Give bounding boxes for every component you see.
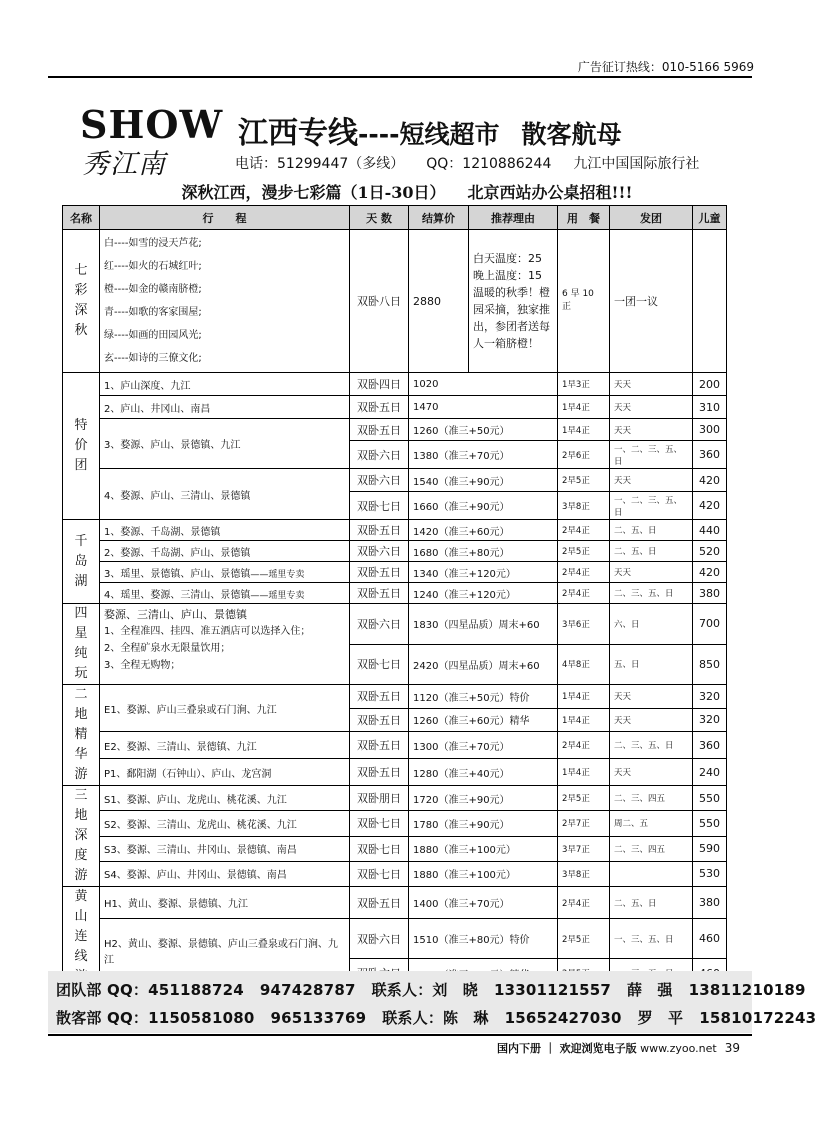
days-cell: 双卧五日 xyxy=(350,520,409,541)
depart-cell: 周二、五 xyxy=(610,811,693,836)
route-cell: 4、婺源、庐山、三清山、景德镇 xyxy=(100,469,350,520)
price-cell: 1510（准三+80元）特价 xyxy=(409,919,558,959)
route-cell: 2、婺源、千岛湖、庐山、景德镇 xyxy=(100,541,350,562)
col-header-name: 名称 xyxy=(63,206,100,230)
child-cell: 590 xyxy=(693,836,727,861)
days-cell: 双卧五日 xyxy=(350,759,409,786)
route-note: ——瑶里专卖 xyxy=(250,590,305,601)
table-row xyxy=(63,786,727,811)
table-row xyxy=(63,419,727,441)
fit-qq: 散客部 QQ：1150581080 xyxy=(56,1009,255,1027)
depart-cell: 天天 xyxy=(610,373,693,396)
days-cell: 双卧六日 xyxy=(350,469,409,492)
days-cell: 双卧六日 xyxy=(350,919,409,959)
headline-left: 深秋江西，漫步七彩篇（1日-30日） xyxy=(181,182,446,202)
top-divider xyxy=(48,76,752,78)
price-cell: 2420（四星品质）周末+60 xyxy=(409,644,558,685)
child-cell: 200 xyxy=(693,373,727,396)
route-note: 3、全程无购物； xyxy=(104,660,181,671)
contact-line xyxy=(235,153,699,173)
table-row xyxy=(63,583,727,604)
route-note: 2、全程矿泉水无限量饮用； xyxy=(104,643,231,654)
route-line: 白----如雪的浸天芦花; xyxy=(104,238,202,249)
meal-cell: 2早4正 xyxy=(558,520,610,541)
price-cell: 1260（准三+60元）精华 xyxy=(409,708,558,732)
brand-logo-cn: 秀江南 xyxy=(82,149,166,180)
table-row xyxy=(63,919,727,959)
meal-cell: 2早5正 xyxy=(558,541,610,562)
depart-cell: 天天 xyxy=(610,419,693,441)
tour-table xyxy=(62,205,727,988)
depart-cell: 一团一议 xyxy=(610,230,693,373)
child-cell: 380 xyxy=(693,887,727,919)
route-cell: E2、婺源、三清山、景德镇、九江 xyxy=(100,732,350,759)
depart-cell: 一、三、五、日 xyxy=(610,919,693,959)
route-text: 3、瑶里、景德镇、庐山、景德镇 xyxy=(104,568,251,580)
price-cell: 1420（准三+60元） xyxy=(409,520,558,541)
route-cell xyxy=(100,583,350,604)
depart-cell xyxy=(610,861,693,886)
price-cell: 1400（准三+70元） xyxy=(409,887,558,919)
title-subtitle: ----短线超市 xyxy=(358,120,500,149)
category-name: 七 彩 深 秋 xyxy=(63,230,100,373)
meal-cell: 2早4正 xyxy=(558,887,610,919)
meal-cell: 3早8正 xyxy=(558,861,610,886)
meal-cell: 1早4正 xyxy=(558,396,610,419)
depart-cell: 六、日 xyxy=(610,604,693,645)
days-cell: 双卧朋日 xyxy=(350,786,409,811)
route-cell: 1、庐山深度、九江 xyxy=(100,373,350,396)
meal-cell: 4早8正 xyxy=(558,644,610,685)
meal-cell: 3早6正 xyxy=(558,604,610,645)
price-cell: 1380（准三+70元） xyxy=(409,441,558,469)
price-cell: 1020 xyxy=(409,373,558,396)
meal-cell: 2早5正 xyxy=(558,919,610,959)
team-qq: 团队部 QQ：451188724 xyxy=(56,981,244,999)
price-cell: 1780（准三+90元） xyxy=(409,811,558,836)
child-cell: 850 xyxy=(693,644,727,685)
meal-cell: 3早7正 xyxy=(558,836,610,861)
child-cell: 550 xyxy=(693,786,727,811)
table-row xyxy=(63,396,727,419)
depart-cell: 天天 xyxy=(610,562,693,583)
days-cell: 双卧六日 xyxy=(350,541,409,562)
price-cell: 1280（准三+40元） xyxy=(409,759,558,786)
table-row xyxy=(63,520,727,541)
route-note: ——瑶里专卖 xyxy=(250,569,305,580)
price-cell: 1120（准三+50元）特价 xyxy=(409,685,558,709)
footer-team-line xyxy=(56,979,806,1000)
meal-cell: 2早6正 xyxy=(558,441,610,469)
table-row xyxy=(63,759,727,786)
route-cell: S4、婺源、庐山、井冈山、景德镇、南昌 xyxy=(100,861,350,886)
child-cell: 420 xyxy=(693,469,727,492)
meal-cell: 2早4正 xyxy=(558,583,610,604)
footer-fit-line xyxy=(56,1007,816,1028)
route-cell: S3、婺源、三清山、井冈山、景德镇、南昌 xyxy=(100,836,350,861)
route-cell: H2、黄山、婺源、景德镇、庐山三叠泉或石门涧、九江 xyxy=(100,919,350,988)
contact-qq: QQ：1210886244 xyxy=(426,156,552,172)
table-row xyxy=(63,373,727,396)
category-name: 特 价 团 xyxy=(63,373,100,520)
meal-cell: 1早3正 xyxy=(558,373,610,396)
depart-cell: 天天 xyxy=(610,469,693,492)
meal-cell: 1早4正 xyxy=(558,759,610,786)
child-cell: 360 xyxy=(693,732,727,759)
table-header-row xyxy=(63,206,727,230)
table-row xyxy=(63,230,727,373)
depart-cell: 天天 xyxy=(610,396,693,419)
meal-cell: 1早4正 xyxy=(558,708,610,732)
category-name: 三 地 深 度 游 xyxy=(63,786,100,887)
headline-right: 北京西站办公桌招租!!! xyxy=(467,182,633,202)
meal-cell: 1早4正 xyxy=(558,419,610,441)
route-line: 绿----如画的田园风光; xyxy=(104,330,202,341)
depart-cell: 五、日 xyxy=(610,644,693,685)
col-header-days: 天 数 xyxy=(350,206,409,230)
route-cell xyxy=(100,562,350,583)
fit-phone2: 15810172243 xyxy=(699,1009,816,1027)
category-name: 黄 山 连 线 xyxy=(63,887,100,988)
meal-cell: 2早4正 xyxy=(558,732,610,759)
child-cell: 380 xyxy=(693,583,727,604)
route-line: 玄----如诗的三僚文化; xyxy=(104,353,202,364)
depart-cell: 二、五、日 xyxy=(610,520,693,541)
meal-cell: 1早4正 xyxy=(558,685,610,709)
table-row xyxy=(63,732,727,759)
depart-cell: 一、二、三、五、日 xyxy=(610,492,693,520)
route-cell: 1、婺源、千岛湖、景德镇 xyxy=(100,520,350,541)
col-header-child: 儿童 xyxy=(693,206,727,230)
depart-cell: 二、三、五、日 xyxy=(610,732,693,759)
fit-name2: 罗 平 xyxy=(637,1009,684,1027)
team-name2: 薛 强 xyxy=(627,981,673,999)
depart-cell: 二、五、日 xyxy=(610,887,693,919)
fit-phone1: 15652427030 xyxy=(504,1009,622,1027)
meal-cell: 2早4正 xyxy=(558,562,610,583)
meal-cell: 2早5正 xyxy=(558,469,610,492)
price-cell: 1470 xyxy=(409,396,558,419)
days-cell: 双卧五日 xyxy=(350,583,409,604)
page-number: 39 xyxy=(724,1041,740,1055)
price-cell: 1660（准三+90元） xyxy=(409,492,558,520)
col-header-meal: 用 餐 xyxy=(558,206,610,230)
days-cell: 双卧五日 xyxy=(350,419,409,441)
category-name: 二 地 精 华 游 xyxy=(63,685,100,786)
page-title xyxy=(238,108,622,152)
ad-hotline: 广告征订热线：010-5166 5969 xyxy=(577,60,754,74)
route-cell: H1、黄山、婺源、景德镇、九江 xyxy=(100,887,350,919)
team-contact: 联系人：刘 晓 xyxy=(371,981,478,999)
child-cell: 320 xyxy=(693,708,727,732)
depart-cell: 二、三、四五 xyxy=(610,786,693,811)
child-cell: 360 xyxy=(693,441,727,469)
footer-divider xyxy=(48,1034,752,1036)
child-cell: 240 xyxy=(693,759,727,786)
child-cell: 460 xyxy=(693,919,727,959)
route-line: 橙----如金的赣南脐橙; xyxy=(104,284,202,295)
price-cell: 1300（准三+70元） xyxy=(409,732,558,759)
table-row xyxy=(63,541,727,562)
depart-cell: 天天 xyxy=(610,708,693,732)
price-cell: 1240（准三+120元） xyxy=(409,583,558,604)
route-note: 1、全程准四、挂四、准五酒店可以选择入住； xyxy=(104,626,311,637)
days-cell: 双卧五日 xyxy=(350,732,409,759)
child-cell: 420 xyxy=(693,492,727,520)
route-title: 婺源、三清山、庐山、景德镇 xyxy=(104,608,247,621)
days-cell: 双卧七日 xyxy=(350,836,409,861)
price-cell: 1830（四星品质）周末+60 xyxy=(409,604,558,645)
route-line: 青----如歌的客家围屋; xyxy=(104,307,202,318)
reason-cell: 白天温度：25 晚上温度：15 温暖的秋季！橙园采摘，独家推出，参团者送每人一箱脐橙！ xyxy=(469,230,558,373)
route-line: 红----如火的石城红叶; xyxy=(104,261,202,272)
col-header-route: 行 程 xyxy=(100,206,350,230)
meal-cell: 2早5正 xyxy=(558,786,610,811)
category-name: 四 星 纯 玩 xyxy=(63,604,100,685)
route-cell xyxy=(100,604,350,685)
team-qq2: 947428787 xyxy=(259,981,356,999)
days-cell: 双卧五日 xyxy=(350,562,409,583)
footer-text: 国内下册 ｜ 欢迎浏览电子版 xyxy=(496,1042,637,1055)
days-cell: 双卧六日 xyxy=(350,441,409,469)
contact-phone: 电话：51299447（多线） xyxy=(235,156,405,172)
price-cell: 1340（准三+120元） xyxy=(409,562,558,583)
depart-cell: 二、三、四五 xyxy=(610,836,693,861)
team-phone2: 13811210189 xyxy=(688,981,806,999)
days-cell: 双卧七日 xyxy=(350,492,409,520)
col-header-price: 结算价 xyxy=(409,206,469,230)
table-row xyxy=(63,861,727,886)
headline-banner xyxy=(62,176,752,206)
depart-cell: 天天 xyxy=(610,685,693,709)
child-cell: 420 xyxy=(693,562,727,583)
meal-cell: 6 早 10 正 xyxy=(558,230,610,373)
days-cell: 双卧七日 xyxy=(350,861,409,886)
route-cell: 2、庐山、井冈山、南昌 xyxy=(100,396,350,419)
days-cell: 双卧七日 xyxy=(350,811,409,836)
price-cell: 1680（准三+80元） xyxy=(409,541,558,562)
days-cell: 双卧七日 xyxy=(350,644,409,685)
days-cell: 双卧八日 xyxy=(350,230,409,373)
child-cell xyxy=(693,230,727,373)
price-cell: 1260（准三+50元） xyxy=(409,419,558,441)
price-cell: 1880（准三+100元） xyxy=(409,861,558,886)
table-row xyxy=(63,685,727,709)
fit-qq2: 965133769 xyxy=(270,1009,367,1027)
route-cell xyxy=(100,230,350,373)
child-cell: 440 xyxy=(693,520,727,541)
depart-cell: 二、三、五、日 xyxy=(610,583,693,604)
child-cell: 700 xyxy=(693,604,727,645)
contact-agency: 九江中国国际旅行社 xyxy=(573,156,700,172)
category-name: 千 岛 湖 xyxy=(63,520,100,604)
days-cell: 双卧六日 xyxy=(350,604,409,645)
price-cell: 1720（准三+90元） xyxy=(409,786,558,811)
table-row xyxy=(63,887,727,919)
table-row xyxy=(63,469,727,492)
col-header-depart: 发团 xyxy=(610,206,693,230)
route-cell: S1、婺源、庐山、龙虎山、桃花溪、九江 xyxy=(100,786,350,811)
route-text: 4、瑶里、婺源、三清山、景德镇 xyxy=(104,589,251,601)
title-slogan: 散客航母 xyxy=(521,120,622,149)
route-cell: 3、婺源、庐山、景德镇、九江 xyxy=(100,419,350,469)
route-cell: S2、婺源、三清山、龙虎山、桃花溪、九江 xyxy=(100,811,350,836)
depart-cell: 一、二、三、五、日 xyxy=(610,441,693,469)
route-cell: E1、婺源、庐山三叠泉或石门涧、九江 xyxy=(100,685,350,732)
table-row xyxy=(63,836,727,861)
depart-cell: 天天 xyxy=(610,759,693,786)
depart-cell: 二、五、日 xyxy=(610,541,693,562)
table-row xyxy=(63,604,727,645)
days-cell: 双卧五日 xyxy=(350,887,409,919)
child-cell: 300 xyxy=(693,419,727,441)
price-cell: 1880（准三+100元） xyxy=(409,836,558,861)
footer-url: www.zyoo.net xyxy=(640,1042,717,1055)
child-cell: 550 xyxy=(693,811,727,836)
days-cell: 双卧五日 xyxy=(350,685,409,709)
route-cell: P1、鄱阳湖（石钟山）、庐山、龙宫洞 xyxy=(100,759,350,786)
table-row xyxy=(63,811,727,836)
child-cell: 520 xyxy=(693,541,727,562)
child-cell: 320 xyxy=(693,685,727,709)
table-row xyxy=(63,562,727,583)
page-footer xyxy=(497,1040,740,1056)
days-cell: 双卧五日 xyxy=(350,708,409,732)
title-main: 江西专线 xyxy=(238,116,358,151)
child-cell: 310 xyxy=(693,396,727,419)
days-cell: 双卧四日 xyxy=(350,373,409,396)
days-cell: 双卧五日 xyxy=(350,396,409,419)
brand-logo-en: SHOW xyxy=(80,102,224,147)
meal-cell: 3早8正 xyxy=(558,492,610,520)
fit-contact: 联系人：陈 琳 xyxy=(382,1009,489,1027)
meal-cell: 2早7正 xyxy=(558,811,610,836)
col-header-reason: 推荐理由 xyxy=(469,206,558,230)
price-cell: 2880 xyxy=(409,230,469,373)
price-cell: 1540（准三+90元） xyxy=(409,469,558,492)
team-phone1: 13301121557 xyxy=(494,981,612,999)
child-cell: 530 xyxy=(693,861,727,886)
